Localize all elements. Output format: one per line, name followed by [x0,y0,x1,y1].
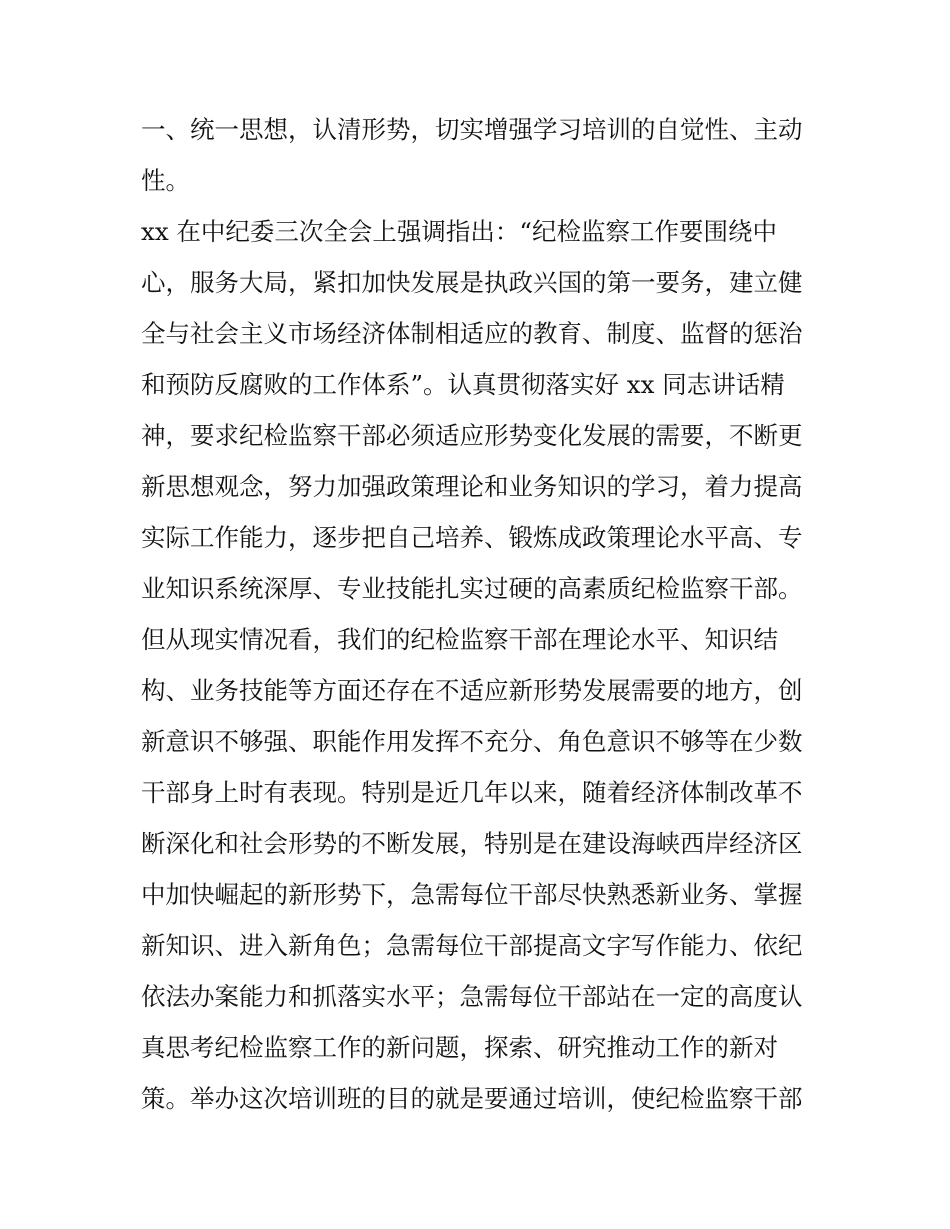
text-line: 但从现实情况看，我们的纪检监察干部在理论水平、知识结 [141,625,778,654]
text-line: 业知识系统深厚、专业技能扎实过硬的高素质纪检监察干部。 [141,574,803,603]
text-line: 心，服务大局，紧扣加快发展是执政兴国的第一要务，建立健 [141,268,803,297]
text-line: 干部身上时有表现。特别是近几年以来，随着经济体制改革不 [141,778,803,807]
text-line: 新思想观念，努力加强政策理论和业务知识的学习，着力提高 [141,472,803,501]
text-line: 一、统一思想，认清形势，切实增强学习培训的自觉性、主动 [141,115,803,144]
text-line: 性。 [141,166,190,195]
text-line: 依法办案能力和抓落实水平；急需每位干部站在一定的高度认 [141,982,803,1011]
text-line: 全与社会主义市场经济体制相适应的教育、制度、监督的惩治 [141,319,803,348]
text-line: 神，要求纪检监察干部必须适应形势变化发展的需要，不断更 [141,421,803,450]
text-line: 策。举办这次培训班的目的就是要通过培训，使纪检监察干部 [141,1084,803,1113]
text-line: 新知识、进入新角色；急需每位干部提高文字写作能力、依纪 [141,931,803,960]
text-line: xx 在中纪委三次全会上强调指出：“纪检监察工作要围绕中 [141,217,777,246]
text-line: 新意识不够强、职能作用发挥不充分、角色意识不够等在少数 [141,727,803,756]
text-line: 构、业务技能等方面还存在不适应新形势发展需要的地方，创 [141,676,803,705]
text-line: 真思考纪检监察工作的新问题，探索、研究推动工作的新对 [141,1033,778,1062]
text-line: 中加快崛起的新形势下，急需每位干部尽快熟悉新业务、掌握 [141,880,803,909]
text-line: 实际工作能力，逐步把自己培养、锻炼成政策理论水平高、专 [141,523,803,552]
text-line: 和预防反腐败的工作体系”。认真贯彻落实好 xx 同志讲话精 [141,370,785,399]
text-line: 断深化和社会形势的不断发展，特别是在建设海峡西岸经济区 [141,829,803,858]
